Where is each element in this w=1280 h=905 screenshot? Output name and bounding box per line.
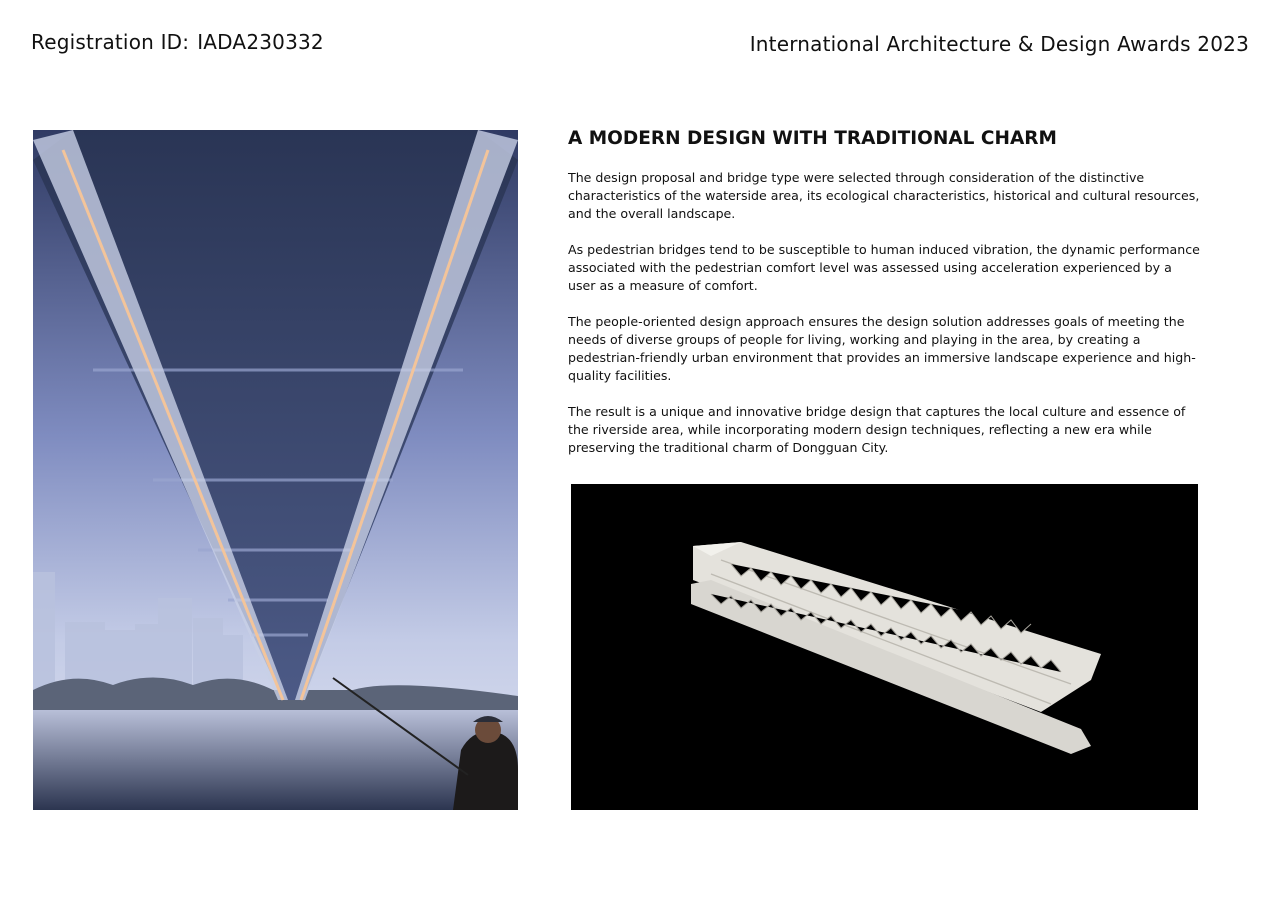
award-title: International Architecture & Design Awards 2023 [749, 32, 1249, 56]
registration-value: IADA230332 [197, 30, 324, 54]
article [568, 128, 1200, 475]
article-paragraph-1: The design proposal and bridge type were selected through consideration of the distinctive characteristics of the waterside area, its ecological characteristics, historical and cultural resources, and the overall landscape. [568, 170, 1200, 221]
registration-id [31, 30, 324, 54]
article-paragraph-2: As pedestrian bridges tend to be susceptible to human induced vibration, the dynamic performance associated with the pedestrian comfort level was assessed using acceleration experienced by a user as a measure of comfort. [568, 242, 1200, 293]
article-heading: A MODERN DESIGN WITH TRADITIONAL CHARM [568, 128, 1057, 149]
article-paragraph-4: The result is a unique and innovative bridge design that captures the local culture and essence of the riverside area, while incorporating modern design techniques, reflecting a new era while preserving the traditional charm of Dongguan City. [568, 404, 1186, 455]
bridge-underside-render [33, 130, 518, 810]
article-paragraph-3: The people-oriented design approach ensures the design solution addresses goals of meeting the needs of diverse groups of people for living, working and playing in the area, by creating a pedestrian-friendly urban environment that provides an immersive landscape experience and high-quality facilities. [568, 314, 1196, 383]
bridge-physical-model [571, 484, 1198, 810]
registration-label: Registration ID: [31, 30, 190, 54]
